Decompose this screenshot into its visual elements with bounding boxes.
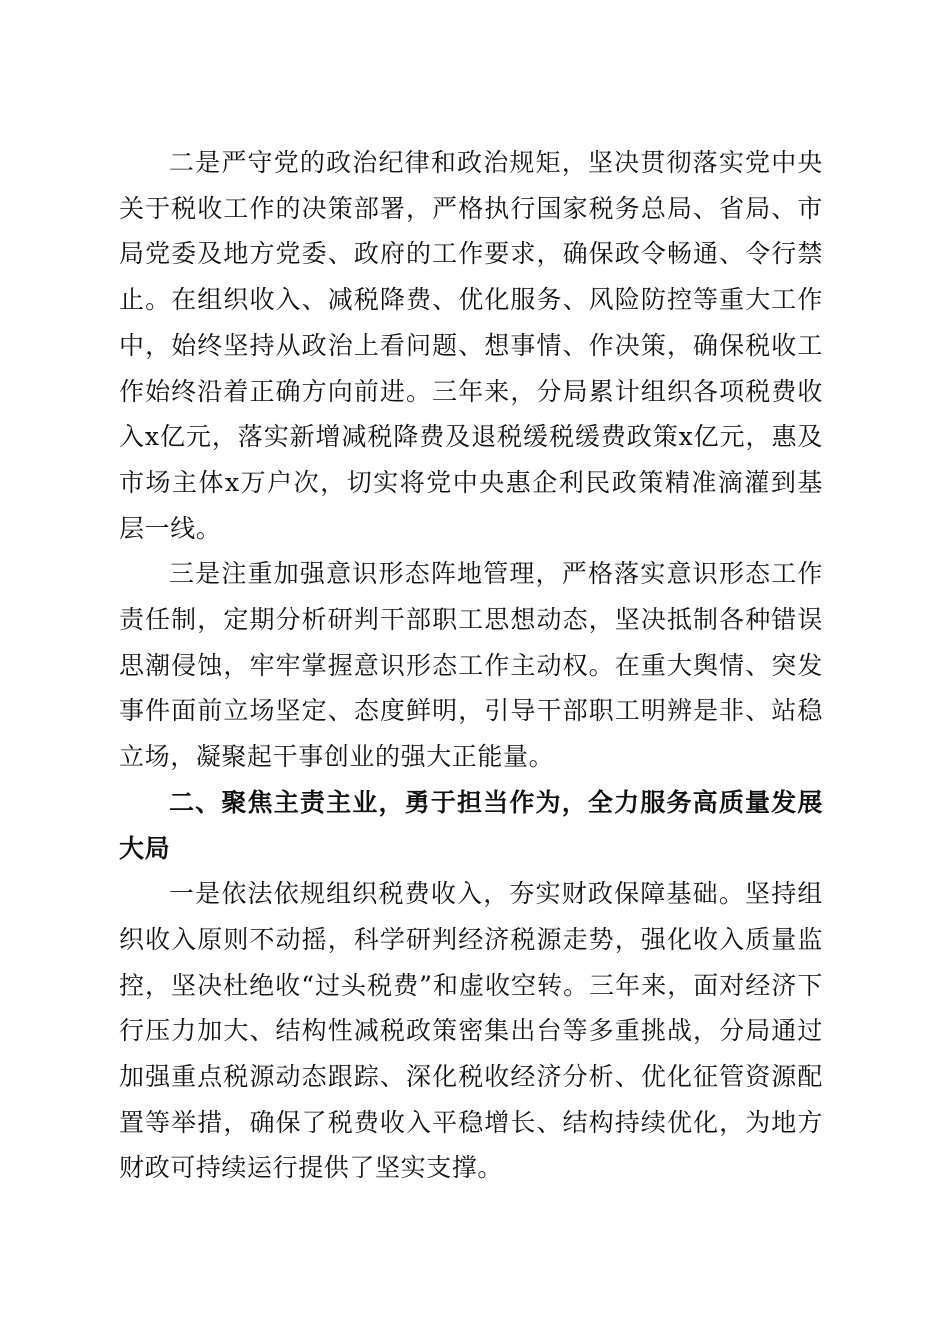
- document-body: [119, 140, 823, 1191]
- paragraph-revenue: 一是依法依规组织税费收入，夯实财政保障基础。坚持组织收入原则不动摇，科学研判经济税源走势，强化收入质量监控，坚决杜绝收“过头税费”和虚收空转。三年来，面对经济下行压力加大、结构性减税政策密集出台等多重挑战，分局通过加强重点税源动态跟踪、深化税收经济分析、优化征管资源配置等举措，确保了税费收入平稳增长、结构持续优化，为地方财政可持续运行提供了坚实支撑。: [119, 879, 823, 1183]
- section-heading: 二、聚焦主责主业，勇于担当作为，全力服务高质量发展大局: [119, 787, 823, 863]
- paragraph-discipline: 二是严守党的政治纪律和政治规矩，坚决贯彻落实党中央关于税收工作的决策部署，严格执行国家税务总局、省局、市局党委及地方党委、政府的工作要求，确保政令畅通、令行禁止。在组织收入、减税降费、优化服务、风险防控等重大工作中，始终坚持从政治上看问题、想事情、作决策，确保税收工作始终沿着正确方向前进。三年来，分局累计组织各项税费收入x亿元，落实新增减税降费及退税缓税缓费政策x亿元，惠及市场主体x万户次，切实将党中央惠企利民政策精准滴灌到基层一线。: [119, 148, 823, 543]
- paragraph-ideology: 三是注重加强意识形态阵地管理，严格落实意识形态工作责任制，定期分析研判干部职工思想动态，坚决抵制各种错误思潮侵蚀，牢牢掌握意识形态工作主动权。在重大舆情、突发事件面前立场坚定、态度鲜明，引导干部职工明辨是非、站稳立场，凝聚起干事创业的强大正能量。: [119, 559, 823, 772]
